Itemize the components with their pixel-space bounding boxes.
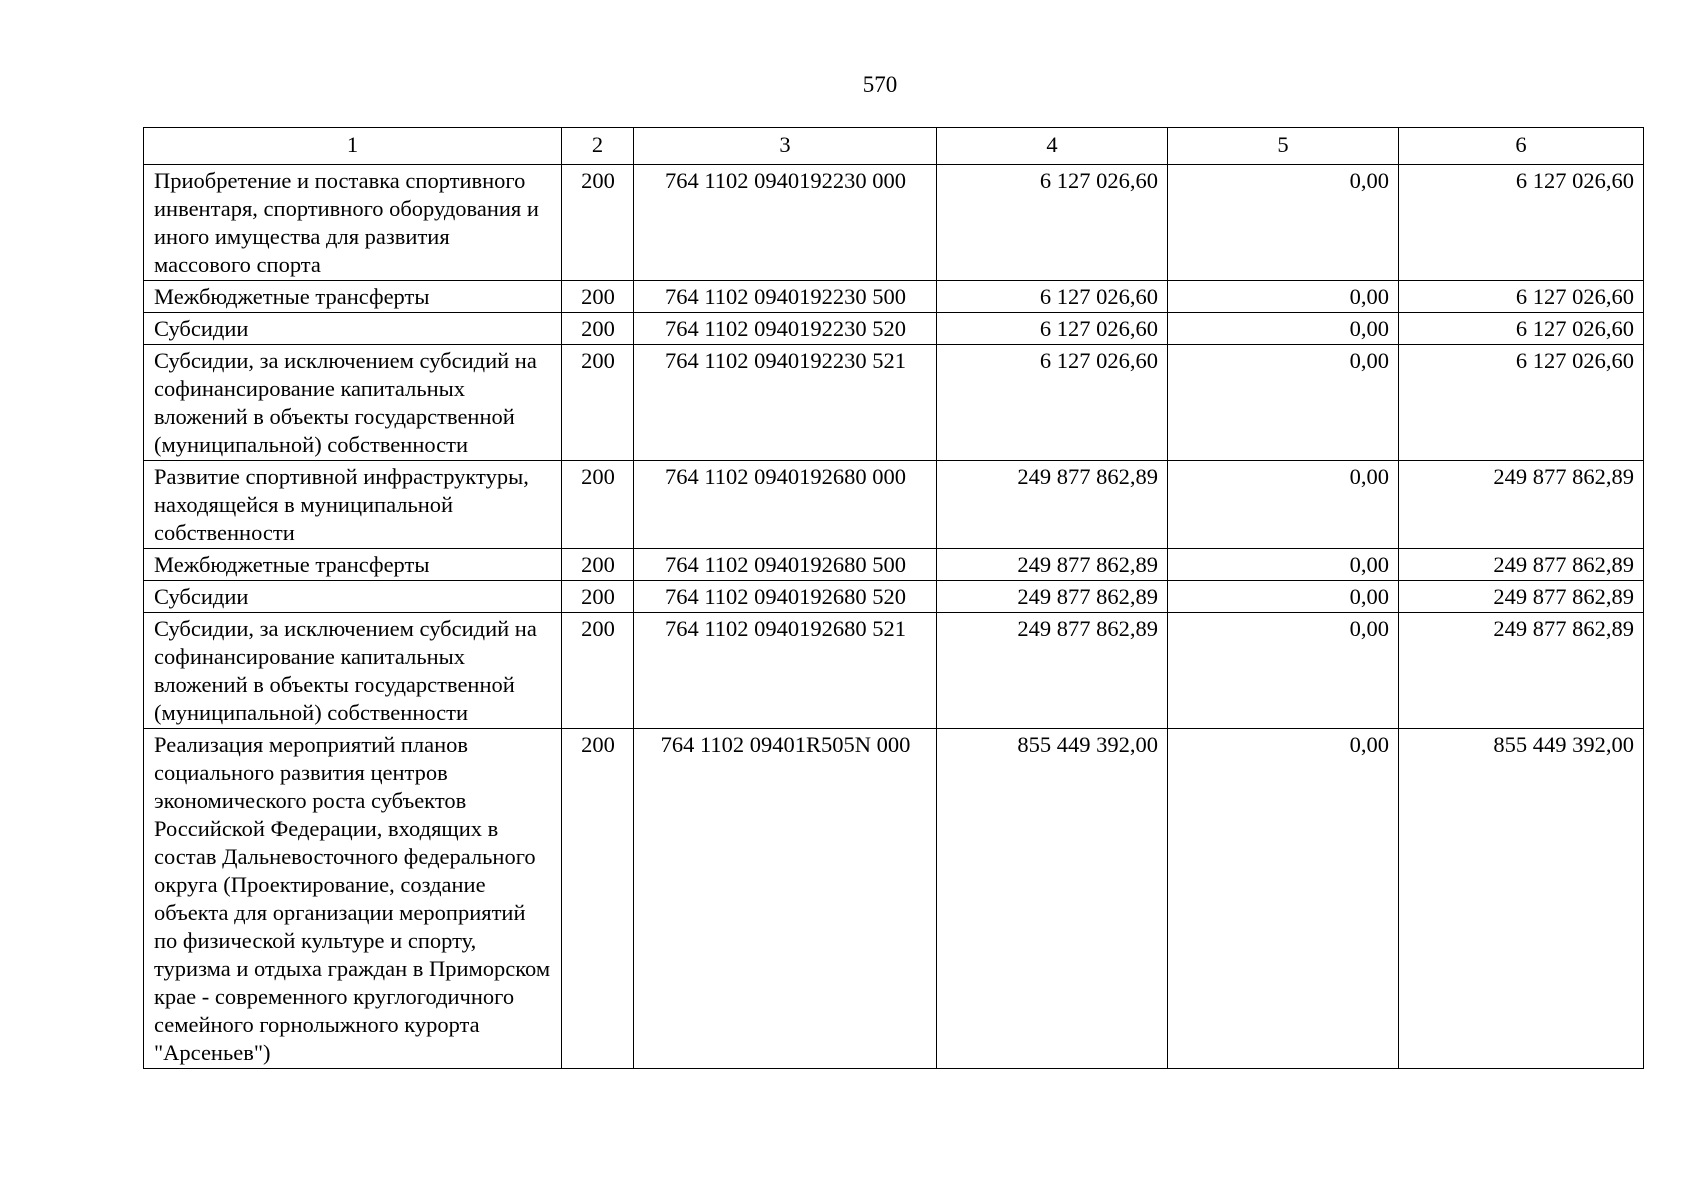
row-col4: 249 877 862,89	[937, 461, 1168, 549]
row-col5: 0,00	[1168, 165, 1399, 281]
row-col6: 6 127 026,60	[1399, 313, 1644, 345]
row-code: 200	[562, 581, 634, 613]
row-code: 200	[562, 549, 634, 581]
page-number: 570	[862, 72, 898, 97]
row-classification: 764 1102 0940192680 500	[634, 549, 937, 581]
budget-table	[143, 127, 1644, 1069]
row-classification: 764 1102 0940192680 000	[634, 461, 937, 549]
table-row	[144, 613, 1644, 729]
row-col6: 249 877 862,89	[1399, 549, 1644, 581]
row-name: Реализация мероприятий планов социального развития центров экономического роста субъектов Российской Федерации, входящих в состав Дальневосточного федерального округа (Проектирование, создание объекта для организации мероприятий по физической культуре и спорту, туризма и отдыха граждан в Приморском крае - современного круглогодичного семейного горнолыжного курорта "Арсеньев")	[144, 729, 562, 1069]
column-header-1: 1	[144, 128, 562, 165]
table-row	[144, 313, 1644, 345]
row-col4: 249 877 862,89	[937, 613, 1168, 729]
row-col5: 0,00	[1168, 281, 1399, 313]
row-classification: 764 1102 09401R505N 000	[634, 729, 937, 1069]
row-name: Субсидии	[144, 581, 562, 613]
table-row	[144, 165, 1644, 281]
row-col5: 0,00	[1168, 461, 1399, 549]
row-classification: 764 1102 0940192230 521	[634, 345, 937, 461]
row-col6: 6 127 026,60	[1399, 281, 1644, 313]
row-col5: 0,00	[1168, 613, 1399, 729]
row-col6: 249 877 862,89	[1399, 581, 1644, 613]
row-name: Субсидии, за исключением субсидий на софинансирование капитальных вложений в объекты государственной (муниципальной) собственности	[144, 345, 562, 461]
row-name: Субсидии	[144, 313, 562, 345]
row-col6: 6 127 026,60	[1399, 165, 1644, 281]
row-col5: 0,00	[1168, 313, 1399, 345]
row-col6: 249 877 862,89	[1399, 461, 1644, 549]
row-col5: 0,00	[1168, 581, 1399, 613]
row-code: 200	[562, 461, 634, 549]
row-col6: 6 127 026,60	[1399, 345, 1644, 461]
column-header-2: 2	[562, 128, 634, 165]
row-name: Субсидии, за исключением субсидий на софинансирование капитальных вложений в объекты государственной (муниципальной) собственности	[144, 613, 562, 729]
row-col4: 249 877 862,89	[937, 581, 1168, 613]
row-code: 200	[562, 613, 634, 729]
row-code: 200	[562, 165, 634, 281]
row-name: Развитие спортивной инфраструктуры, находящейся в муниципальной собственности	[144, 461, 562, 549]
row-name: Приобретение и поставка спортивного инвентаря, спортивного оборудования и иного имущества для развития массового спорта	[144, 165, 562, 281]
row-col5: 0,00	[1168, 549, 1399, 581]
row-col4: 6 127 026,60	[937, 281, 1168, 313]
column-header-3: 3	[634, 128, 937, 165]
table-row	[144, 461, 1644, 549]
row-code: 200	[562, 281, 634, 313]
column-header-4: 4	[937, 128, 1168, 165]
table-row	[144, 729, 1644, 1069]
row-name: Межбюджетные трансферты	[144, 281, 562, 313]
row-col5: 0,00	[1168, 345, 1399, 461]
row-col4: 855 449 392,00	[937, 729, 1168, 1069]
row-code: 200	[562, 729, 634, 1069]
row-code: 200	[562, 345, 634, 461]
column-header-6: 6	[1399, 128, 1644, 165]
row-classification: 764 1102 0940192680 521	[634, 613, 937, 729]
table-row	[144, 345, 1644, 461]
row-name: Межбюджетные трансферты	[144, 549, 562, 581]
row-col4: 249 877 862,89	[937, 549, 1168, 581]
row-col6: 855 449 392,00	[1399, 729, 1644, 1069]
row-col4: 6 127 026,60	[937, 165, 1168, 281]
row-classification: 764 1102 0940192230 520	[634, 313, 937, 345]
row-classification: 764 1102 0940192230 500	[634, 281, 937, 313]
row-code: 200	[562, 313, 634, 345]
row-classification: 764 1102 0940192230 000	[634, 165, 937, 281]
column-header-5: 5	[1168, 128, 1399, 165]
row-col4: 6 127 026,60	[937, 345, 1168, 461]
table-row	[144, 581, 1644, 613]
row-col4: 6 127 026,60	[937, 313, 1168, 345]
table-row	[144, 281, 1644, 313]
row-classification: 764 1102 0940192680 520	[634, 581, 937, 613]
table-header-row	[144, 128, 1644, 165]
table-row	[144, 549, 1644, 581]
row-col6: 249 877 862,89	[1399, 613, 1644, 729]
row-col5: 0,00	[1168, 729, 1399, 1069]
